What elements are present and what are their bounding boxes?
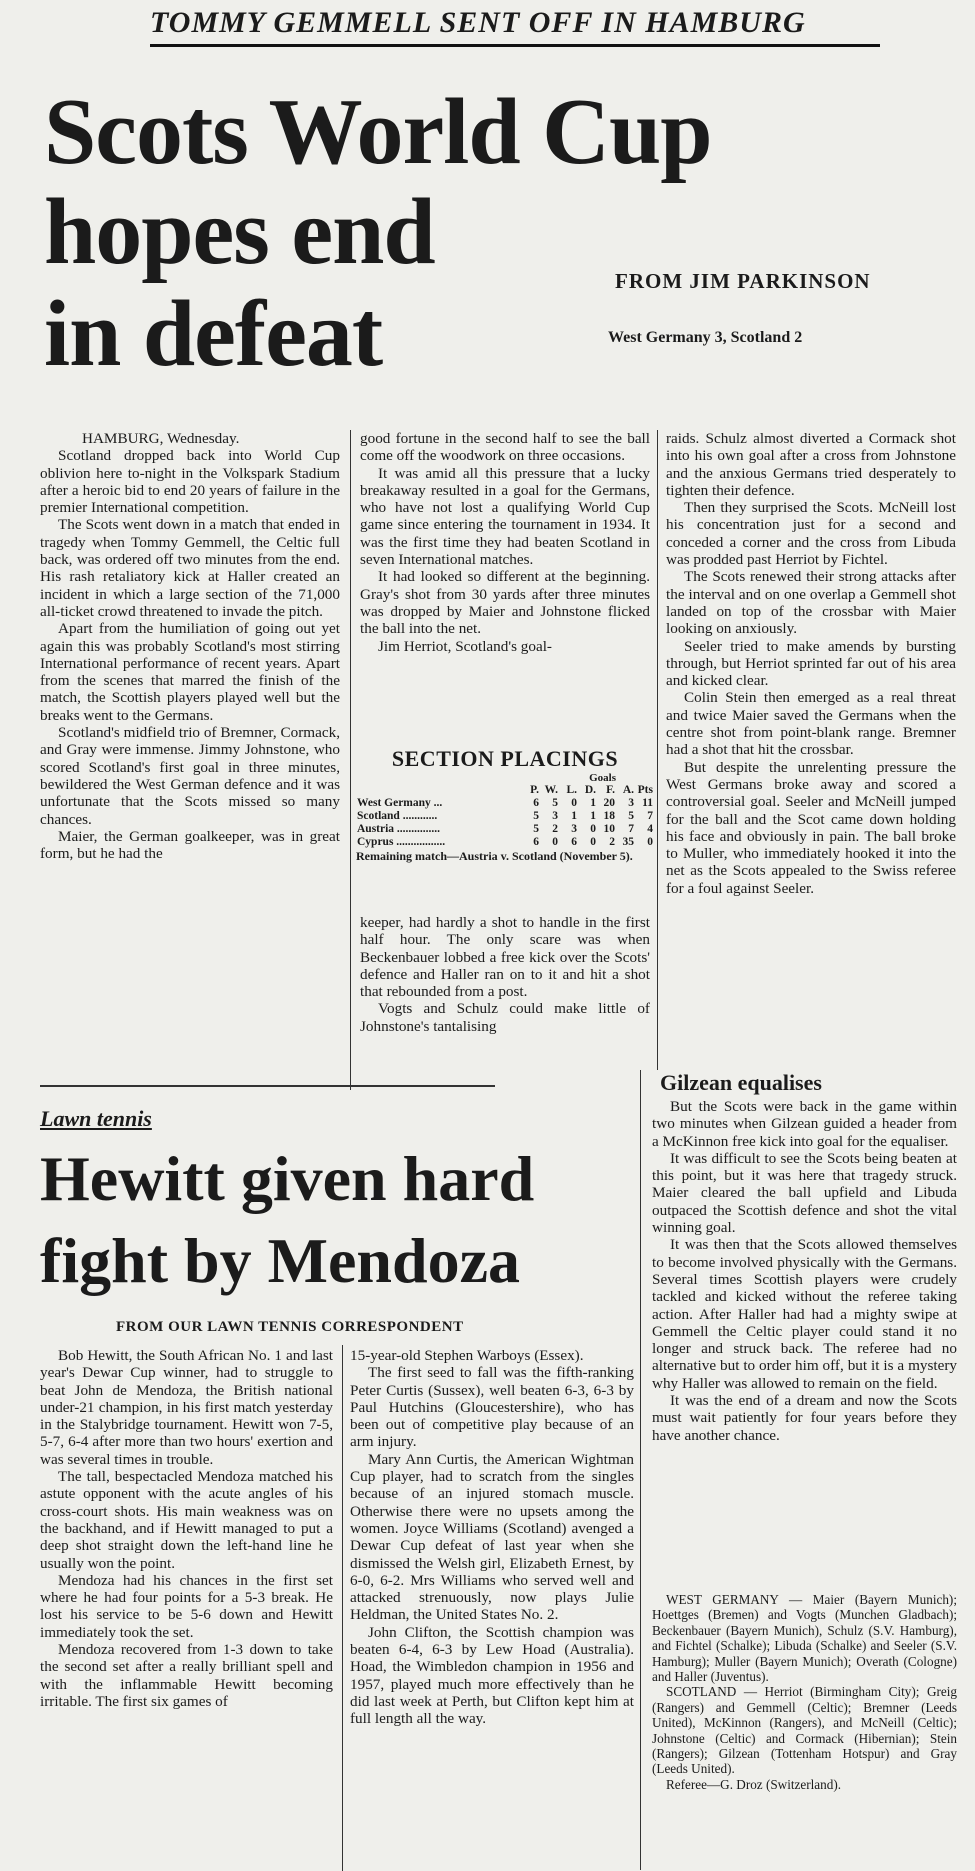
column-rule: [657, 430, 658, 1070]
paragraph: But despite the unrelenting pressure the West Germans broke away and scored a controversial goal. Seeler and McNeill jumped for the ball and the Scot came down holding his face and obviously in pain. The ball broke to Muller, who immediately hooked it into the net as the Scots appealed to the Swiss referee for a foul against Seeler.: [666, 758, 956, 897]
paragraph: 15-year-old Stephen Warboys (Essex).: [350, 1347, 584, 1364]
column-rule: [342, 1345, 343, 1871]
headline-line-3: in defeat: [44, 282, 383, 386]
value-cell: 5: [552, 797, 558, 809]
value-cell: 2: [609, 836, 615, 848]
paragraph: It was the end of a dream and now the Scots must wait patiently for four years before they have another chance.: [652, 1392, 957, 1444]
paragraph: Seeler tried to make amends by bursting through, but Herriot sprinted far out of his area and kicked clear.: [666, 637, 956, 690]
column-rule: [350, 430, 351, 1090]
paragraph: It was amid all this pressure that a lucky breakaway resulted in a goal for the Germans, who have not lost a qualifying World Cup game since entering the tournament in 1934. It was the first time they had beaten Scotland in seven International matches.: [360, 464, 650, 569]
article-column-4: [652, 1098, 957, 1588]
tennis-column-1: [40, 1347, 333, 1869]
paragraph: keeper, had hardly a shot to handle in the first half hour. The only scare was when Beckenbauer lobbed a free kick over the Scots' defence and Haller ran on to it and hit a shot that rebounded from a post.: [360, 914, 650, 1001]
value-cell: 0: [590, 836, 596, 848]
value-cell: 11: [642, 797, 653, 809]
standings-row: [356, 797, 654, 810]
value-cell: 3: [552, 810, 558, 822]
article-column-1: [40, 430, 340, 1090]
headline-line-1: Scots World Cup: [44, 80, 712, 184]
team-cell: Cyprus .................: [357, 836, 446, 848]
header-cell: W.: [544, 784, 558, 796]
paragraph: raids. Schulz almost diverted a Cormack shot into his own goal after a cross from Johnstone and the anxious Germans tried desperately to tighten their defence.: [666, 430, 956, 499]
article-column-3: [666, 430, 956, 1066]
value-cell: 3: [628, 797, 634, 809]
section-placings-box: [356, 746, 654, 863]
byline: FROM JIM PARKINSON: [615, 269, 871, 293]
paragraph: Mary Ann Curtis, the American Wightman Cup player, had to scratch from the singles because of an injured stomach muscle. Otherwise there were no upsets among the women. Joyce Williams (Scotland) avenged a Dewar Cup defeat of last year when she dismissed the Welsh girl, Elizabeth Ernest, by 6-0, 6-2. Mrs Williams who served well and attacked strenuously, now plays Julie Heldman, the United States No. 2.: [350, 1450, 634, 1624]
paragraph: John Clifton, the Scottish champion was beaten 6-4, 6-3 by Lew Hoad (Australia). Hoad, the Wimbledon champion in 1956 and 1957, played much more effectively than he did last week at Perth, but Clifton kept him at full length all the way.: [350, 1623, 634, 1728]
section-placings-title: SECTION PLACINGS: [391, 746, 619, 771]
value-cell: 5: [628, 810, 634, 822]
value-cell: 6: [533, 836, 539, 848]
paragraph: Jim Herriot, Scotland's goal-: [378, 637, 552, 655]
paragraph: Then they surprised the Scots. McNeill lost his concentration just for a second and conceded a corner and the cross from Libuda was prodded past Herriot by Fichtel.: [666, 499, 956, 569]
paragraph: It had looked so different at the beginning. Gray's shot from 30 yards after three minutes was dropped by Maier and Johnstone flicked the ball into the net.: [360, 568, 650, 638]
value-cell: 0: [590, 823, 596, 835]
value-cell: 0: [552, 836, 558, 848]
tennis-byline: FROM OUR LAWN TENNIS CORRESPONDENT: [116, 1319, 464, 1335]
team-cell: West Germany ...: [357, 797, 443, 809]
paragraph: The Scots went down in a match that ended in tragedy when Tommy Gemmell, the Celtic full back, was ordered off two minutes from the end. His rash retaliatory kick at Haller created an incident in which a large section of the 71,000 all-ticket crowd threatened to invade the pitch.: [40, 516, 340, 620]
referee: Referee—G. Droz (Switzerland).: [666, 1776, 842, 1792]
paragraph: Vogts and Schulz could make little of Johnstone's tantalising: [360, 1000, 650, 1035]
value-cell: 1: [590, 797, 596, 809]
paragraph: The Scots renewed their strong attacks after the interval and on one overlap a Gemmell shot landed on top of the crossbar with Maier looking on anxiously.: [666, 568, 956, 638]
value-cell: 5: [533, 810, 539, 822]
paragraph: Bob Hewitt, the South African No. 1 and last year's Dewar Cup winner, had to struggle to beat John de Mendoza, the British national under-21 champion, in his first match yesterday in the Stalybridge tournament. Hewitt won 7-5, 5-7, 6-4 after more than two hours' exertion and was several times in trouble.: [40, 1347, 333, 1468]
header-cell: F.: [606, 784, 615, 796]
paragraph: Maier, the German goalkeeper, was in great form, but he had the: [40, 827, 340, 863]
paragraph: good fortune in the second half to see the ball come off the woodwork on three occasions.: [360, 430, 650, 465]
value-cell: 2: [552, 823, 558, 835]
headline-line-2: hopes end: [44, 180, 435, 284]
paragraph: It was difficult to see the Scots being beaten at this point, but it was here that tragedy struck. Maier cleared the ball upfield and Libuda outpaced the Scottish defence and shot the vital winning goal.: [652, 1149, 957, 1237]
value-cell: 5: [533, 823, 539, 835]
header-cell: Pts: [637, 784, 653, 796]
team-lineups: [652, 1592, 957, 1867]
tennis-headline-line-1: Hewitt given hard: [40, 1143, 535, 1214]
tennis-headline-line-2: fight by Mendoza: [40, 1225, 520, 1296]
score-line: West Germany 3, Scotland 2: [608, 329, 803, 346]
paragraph: The first seed to fall was the fifth-ranking Peter Curtis (Sussex), well beaten 6-3, 6-3 by Paul Hutchins (Gloucestershire), who has been out of competitive play because of an arm injury.: [350, 1364, 634, 1451]
team-cell: Austria ...............: [357, 823, 441, 835]
standings-row: [356, 836, 654, 849]
remaining-match: Remaining match—Austria v. Scotland (November 5).: [356, 849, 633, 863]
value-cell: 6: [571, 836, 577, 848]
value-cell: 0: [571, 797, 577, 809]
paragraph: It was then that the Scots allowed themselves to become involved physically with the Germans. Several times Scottish players were crudely tackled and kicked without the referee taking action. After Haller had had a mighty swipe at Gemmell the Celtic player could stand it no longer and struck back. The referee had no alternative but to order him off, but it is a mystery why Haller was allowed to remain on the field.: [652, 1236, 957, 1392]
paragraph: Scotland dropped back into World Cup oblivion here to-night in the Volkspark Stadium after a heroic bid to end 20 years of failure in the premier International competition.: [40, 447, 340, 517]
paragraph: Mendoza had his chances in the first set where he had four points for a 5-3 break. He lost his service to be 5-6 down and Hewitt immediately took the set.: [40, 1571, 333, 1641]
tennis-kicker: Lawn tennis: [40, 1106, 152, 1131]
paragraph: Colin Stein then emerged as a real threat and twice Maier saved the Germans when the centre shot from point-blank range. Bremner had a shot that hit the crossbar.: [666, 689, 956, 759]
value-cell: 20: [603, 797, 615, 809]
article-column-2-top: [360, 430, 650, 740]
standings-table: [356, 784, 654, 849]
header-cell: A.: [622, 784, 634, 796]
paragraph: But the Scots were back in the game within two minutes when Gilzean guided a header from a McKinnon free kick into goal for the equaliser.: [652, 1098, 957, 1150]
paragraph: The tall, bespectacled Mendoza matched his astute opponent with the acute angles of his cross-court shots. His main weakness was on the backhand, and if Hewitt managed to put a deep shot straight down the left-hand line he usually won the point.: [40, 1468, 333, 1572]
value-cell: 0: [647, 836, 653, 848]
value-cell: 10: [603, 823, 615, 835]
team-cell: Scotland ............: [357, 810, 438, 822]
value-cell: 3: [571, 823, 577, 835]
value-cell: 4: [647, 823, 653, 835]
header-cell: L.: [566, 784, 577, 796]
paragraph: Scotland's midfield trio of Bremner, Cormack, and Gray were immense. Jimmy Johnstone, who scored Scotland's first goal in three minutes, bewildered the West German defence and it was unfortunate that the Scots missed so many chances.: [40, 724, 340, 828]
value-cell: 7: [628, 823, 634, 835]
dateline: HAMBURG, Wednesday.: [82, 430, 240, 447]
section-divider: [40, 1085, 495, 1087]
subhead-gilzean: Gilzean equalises: [660, 1070, 822, 1095]
header-cell: D.: [584, 784, 596, 796]
value-cell: 6: [533, 797, 539, 809]
standings-row: [356, 810, 654, 823]
value-cell: 1: [571, 810, 577, 822]
value-cell: 7: [647, 810, 653, 822]
value-cell: 18: [603, 810, 615, 822]
header-cell: P.: [530, 784, 539, 796]
paragraph: Mendoza recovered from 1-3 down to take the second set after a really brilliant spell and with the inflammable Hewitt becoming irritable. The first six games of: [40, 1641, 333, 1710]
tennis-column-2: [350, 1347, 634, 1869]
value-cell: 1: [590, 810, 596, 822]
kicker-headline: TOMMY GEMMELL SENT OFF IN HAMBURG: [150, 4, 880, 47]
value-cell: 35: [622, 836, 634, 848]
column-rule: [640, 1070, 641, 1870]
lineup-west-germany: WEST GERMANY — Maier (Bayern Munich); Hoettges (Bremen) and Vogts (Munchen Gladbach); Beckenbauer (Bayern Munich), Schulz (S.V. Hamburg), and Fichtel (Schalke); Libuda (Schalke) and Seeler (S.V. Hamburg); Muller (Bayern Munich); Overath (Cologne) and Haller (Juventus).: [652, 1592, 957, 1685]
standings-header-row: [356, 784, 654, 797]
paragraph: Apart from the humiliation of going out yet again this was probably Scotland's most stirring International performance of recent years. Apart from the scenes that marred the finish of the match, the Scottish players played well but the breaks went to the Germans.: [40, 620, 340, 724]
goals-label: Goals: [589, 772, 616, 784]
standings-row: [356, 823, 654, 836]
article-column-2-bottom: [360, 914, 650, 1074]
lineup-scotland: SCOTLAND — Herriot (Birmingham City); Greig (Rangers) and Gemmell (Celtic); Bremner (Leeds United), McKinnon (Rangers), and McNeill (Celtic); Johnstone (Celtic) and Cormack (Hibernian); Stein (Rangers); Gilzean (Tottenham Hotspur) and Gray (Leeds United).: [652, 1684, 957, 1777]
